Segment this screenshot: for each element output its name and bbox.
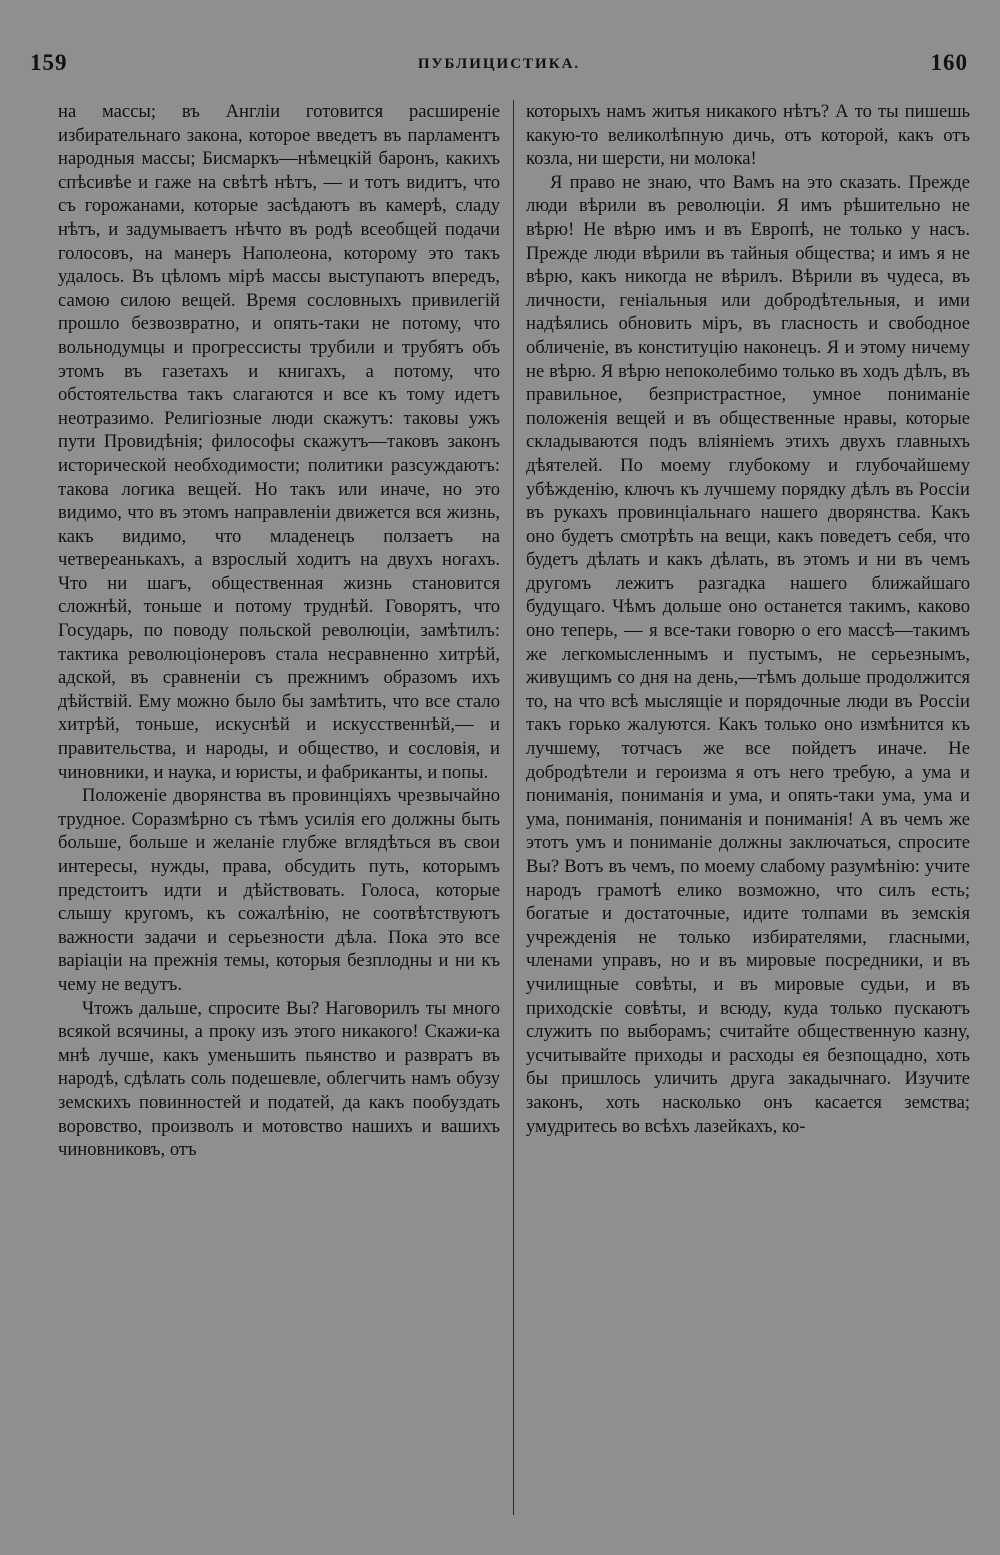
left-column: [58, 100, 500, 1162]
paragraph: на массы; въ Англіи готовится расширеніе избирательнаго закона, которое введетъ въ парламентъ народныя массы; Бисмаркъ—нѣмецкій баронъ, какихъ спѣсивѣе и гаже на свѣтѣ нѣтъ, — и тотъ видитъ, что съ горожанами, которые засѣдаютъ въ камерѣ, сладу нѣтъ, и задумываетъ нѣчто въ родѣ всеобщей подачи голосовъ, на манеръ Наполеона, которому это такъ удалось. Въ цѣломъ мірѣ массы выступаютъ впередъ, самою силою вещей. Время сословныхъ привилегій прошло безвозвратно, и опять-таки не потому, что вольнодумцы и прогрессисты трубили и трубятъ объ этомъ въ газетахъ и книгахъ, а потому, что обстоятельства такъ слагаются и все къ тому идетъ неотразимо. Религіозные люди скажутъ: таковы ужъ пути Провидѣнія; философы скажутъ—таковъ законъ исторической необходимости; политики разсуждаютъ: такова логика вещей. Но такъ или иначе, но это видимо, что въ этомъ направленіи движется вся жизнь, какъ видимо, что младенецъ ползаетъ на четвереанькахъ, а взрослый ходитъ на двухъ ногахъ. Что ни шагъ, общественная жизнь становится сложнѣй, тоньше и потому труднѣй. Говорятъ, что Государь, по поводу польской революціи, замѣтилъ: тактика революціонеровъ стала несравненно хитрѣй, адской, въ сравненіи съ прежнимъ образомъ ихъ дѣйствій. Ему можно было бы замѣтить, что все стало хитрѣй, тоньше, искуснѣй и искусственнѣй,— и правительства, и народы, и общество, и сословія, и чиновники, и наука, и юристы, и фабриканты, и попы.: [58, 101, 500, 783]
column-divider: [513, 100, 514, 1515]
page-number-right: 160: [930, 50, 968, 75]
page-header: [30, 50, 968, 86]
paragraph: Чтожъ дальше, спросите Вы? Наговорилъ ты много всякой всячины, а проку изъ этого никакого! Скажи-ка мнѣ лучше, какъ уменьшить пьянство и развратъ въ народѣ, сдѣлать соль подешевле, облегчить намъ обузу земскихъ повинностей и податей, да какъ пообуздать воровство, произволъ и мотовство нашихъ и вашихъ чиновниковъ, отъ: [58, 997, 500, 1161]
right-column: [526, 100, 970, 1138]
paragraph: Положеніе дворянства въ провинціяхъ чрезвычайно трудное. Соразмѣрно съ тѣмъ усилія его должны быть больше, больше и желаніе глубже вглядѣться въ свои интересы, нужды, права, обсудить путь, которымъ предстоитъ идти и дѣйствовать. Голоса, которые слышу кругомъ, къ сожалѣнію, не соотвѣтствуютъ важности задачи и серьезности дѣла. Пока это все варіаціи на прежнія темы, которыя безплодны и ни къ чему не ведутъ.: [58, 785, 500, 995]
page-number-left: 159: [30, 50, 68, 75]
running-title: ПУБЛИЦИСТИКА.: [417, 56, 581, 72]
paragraph: которыхъ намъ житья никакого нѣтъ? А то ты пишешь какую-то великолѣпную дичь, отъ которой, какъ отъ козла, ни шерсти, ни молока!: [526, 101, 970, 170]
paragraph: Я право не знаю, что Вамъ на это сказать. Прежде люди вѣрили въ революціи. Я имъ рѣшительно не вѣрю! Не вѣрю имъ и въ Европѣ, не только у насъ. Прежде люди вѣрили въ тайныя общества; и имъ я не вѣрю, какъ никогда не вѣрилъ. Вѣрили въ чудеса, въ личности, геніальныя или добродѣтельныя, и ими надѣялись обновить міръ, въ гласность и свободное обличеніе, въ конституцію наконецъ. Я и этому ничему не вѣрю. Я вѣрю непоколебимо только въ ходъ дѣлъ, въ правильное, безпристрастное, умное пониманіе положенія вещей и въ общественные нравы, которые складываются подъ вліяніемъ этихъ двухъ главныхъ дѣятелей. По моему глубокому и глубочайшему убѣжденію, ключъ къ лучшему порядку дѣлъ въ Россіи въ рукахъ провинціальнаго нашего дворянства. Какъ оно будетъ смотрѣть на вещи, какъ поведетъ себя, что будетъ дѣлать и какъ дѣлать, въ этомъ и ни въ чемъ другомъ лежитъ разгадка нашего ближайшаго будущаго. Чѣмъ дольше оно останется такимъ, каково оно теперь, — я все-таки говорю о его массѣ—такимъ же легкомысленнымъ и пустымъ, не серьезнымъ, живущимъ со дня на день,—тѣмъ дольше продолжится то, на что всѣ мыслящіе и порядочные люди въ Россіи такъ горько жалуются. Какъ только оно измѣнится къ лучшему, тотчасъ же все пойдетъ иначе. Не добродѣтели и героизма я отъ него требую, а ума и пониманія, пониманія и ума, и опять-таки ума, ума и ума, пониманія, пониманія и пониманія! А въ чемъ же этотъ умъ и пониманіе должны заключаться, спросите Вы? Вотъ въ чемъ, по моему слабому разумѣнію: учите народъ грамотѣ елико возможно, что силъ есть; богатые и достаточные, идите толпами въ земскія учрежденія не только избирателями, гласными, членами управъ, но и въ мировые посредники, и въ училищные совѣты, и въ мировые судьи, и въ приходскіе совѣты, и всюду, куда только пускаютъ служить по выборамъ; считайте общественную казну, усчитывайте приходы и расходы ея безпощадно, хоть бы пришлось уличить друга закадычнаго. Изучите законъ, хоть насколько онъ касается земства; умудритесь во всѣхъ лазейкахъ, ко-: [526, 171, 970, 1137]
